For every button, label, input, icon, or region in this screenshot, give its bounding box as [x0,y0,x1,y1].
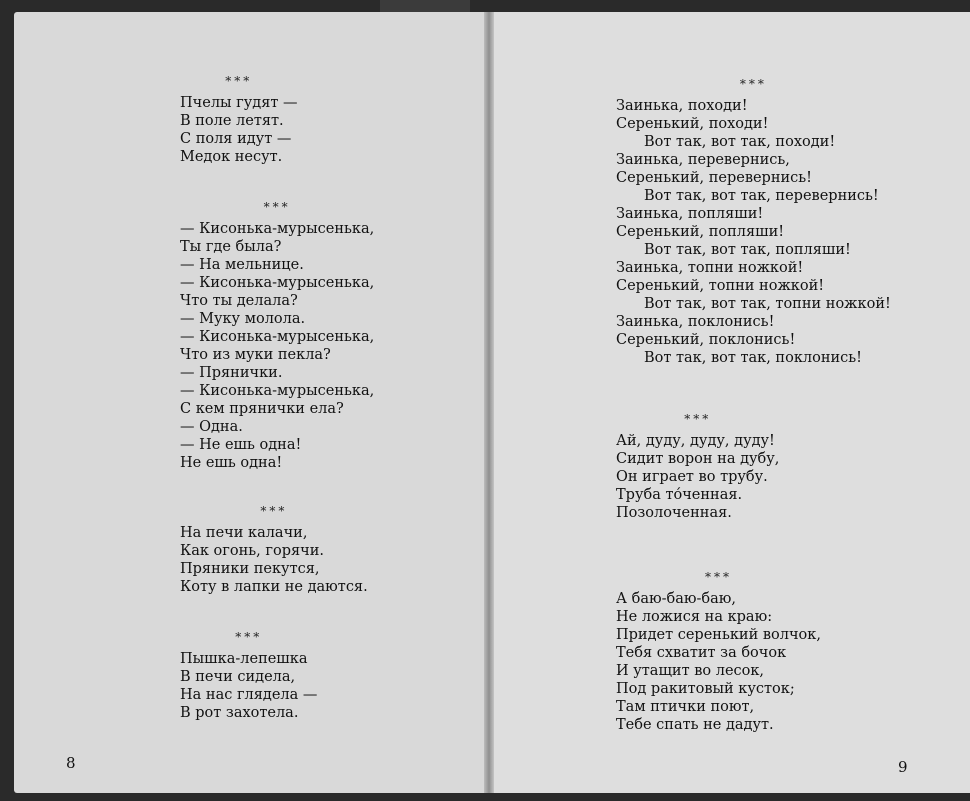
page-number-left: 8 [66,754,76,772]
poem-pyshka [180,628,317,722]
stanza-separator: *** [704,570,732,584]
poem-bayu [616,568,821,734]
poem-line: — Кисонька-мурысенька, [180,329,375,345]
book-gutter [484,12,494,793]
poem-line: Заинька, топни ножкой! [616,260,804,276]
poem-line: — Кисонька-мурысенька, [180,275,375,291]
stanza-separator: *** [739,77,767,91]
poem-line: Позолоченная. [616,505,732,521]
poem-bees [180,72,298,166]
poem-line: В рот захотела. [180,705,299,721]
right-page [494,12,970,793]
poem-line: Вот так, вот так, попляши! [644,242,851,258]
poem-line: Серенький, топни ножкой! [616,278,825,294]
poem-line: С кем прянички ела? [180,401,344,417]
poem-line: Заинька, походи! [616,98,748,114]
poem-line: Вот так, вот так, поклонись! [644,350,863,366]
poem-line: Серенький, попляши! [616,224,785,240]
poem-line: Придет серенький волчок, [616,627,821,643]
poem-line: Что ты делала? [180,293,298,309]
poem-line: Не ешь одна! [180,455,283,471]
poem-line: Пчелы гудят — [180,95,298,111]
poem-line: — Прянички. [180,365,283,381]
poem-line: В печи сидела, [180,669,296,685]
poem-line: — Одна. [180,419,243,435]
poem-line: Вот так, вот так, перевернись! [644,188,879,204]
poem-line: На нас глядела — [180,687,318,703]
poem-line: Под ракитовый кусток; [616,681,795,697]
poem-line: Там птички поют, [616,699,755,715]
stanza-separator: *** [263,200,291,214]
poem-line: Коту в лапки не даются. [180,579,368,595]
poem-line: Ты где была? [180,239,282,255]
poem-line: А баю-баю-баю, [616,591,736,607]
poem-line: Сидит ворон на дубу, [616,451,780,467]
poem-line: Серенький, походи! [616,116,769,132]
poem-line: Заинька, перевернись, [616,152,790,168]
poem-line: Тебя схватит за бочок [616,645,787,661]
poem-line: Тебе спать не дадут. [616,717,774,733]
poem-line: — Кисонька-мурысенька, [180,221,375,237]
page-number-right: 9 [898,758,908,776]
poem-voron [616,410,779,522]
poem-zainka [616,75,891,367]
poem-line: Вот так, вот так, походи! [644,134,836,150]
poem-line: Как огонь, горячи. [180,543,324,559]
stanza-separator: *** [260,504,288,518]
poem-line: Не ложися на краю: [616,609,773,625]
left-page [14,12,484,793]
poem-line: И утащит во лесок, [616,663,765,679]
poem-line: Пышка-лепешка [180,651,308,667]
poem-line: В поле летят. [180,113,284,129]
poem-line: — Муку молола. [180,311,306,327]
poem-line: Ай, дуду, дуду, дуду! [616,433,775,449]
stanza-separator: *** [684,412,712,426]
poem-line: Пряники пекутся, [180,561,320,577]
poem-line: Вот так, вот так, топни ножкой! [644,296,891,312]
poem-line: Что из муки пекла? [180,347,331,363]
poem-line: Труба то́ченная. [616,487,743,503]
poem-line: С поля идут — [180,131,292,147]
poem-line: Он играет во трубу. [616,469,768,485]
poem-line: Заинька, поклонись! [616,314,775,330]
poem-line: Медок несут. [180,149,283,165]
poem-line: — Не ешь одна! [180,437,302,453]
poem-line: На печи калачи, [180,525,308,541]
stanza-separator: *** [225,74,253,88]
poem-line: Заинька, попляши! [616,206,764,222]
stanza-separator: *** [235,630,263,644]
poem-kisonka [180,198,374,472]
poem-line: — На мельнице. [180,257,304,273]
poem-line: Серенький, перевернись! [616,170,813,186]
poem-line: — Кисонька-мурысенька, [180,383,375,399]
poem-line: Серенький, поклонись! [616,332,796,348]
poem-kalachi [180,502,368,596]
